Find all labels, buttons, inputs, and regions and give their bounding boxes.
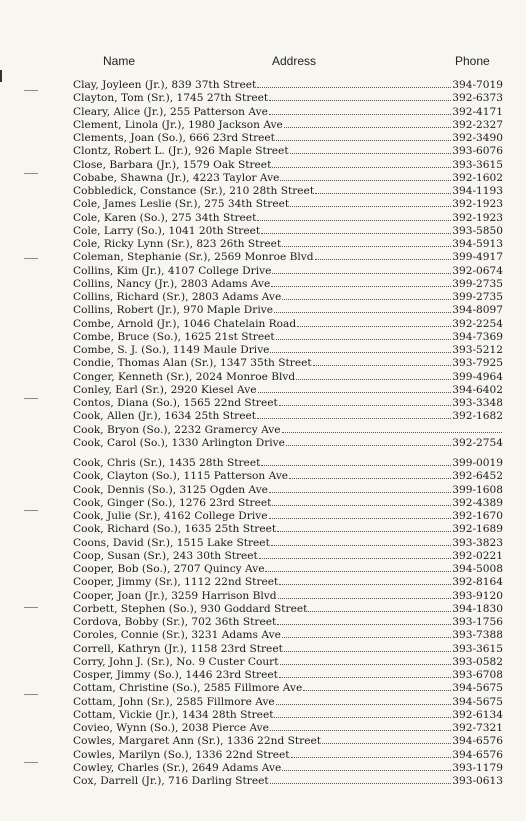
margin-mark <box>24 694 38 695</box>
leader-dots <box>270 774 452 784</box>
entry-name-address: Combe, Arnold (Jr.), 1046 Chatelain Road <box>73 317 297 330</box>
leader-dots <box>277 615 451 625</box>
leader-dots <box>274 708 451 718</box>
entry-name-address: Cook, Carol (So.), 1330 Arlington Drive <box>73 436 285 449</box>
margin-mark <box>24 510 38 511</box>
entry-name-address: Conley, Earl (Sr.), 2920 Kiesel Ave <box>73 383 257 396</box>
entry-name-address: Collins, Kim (Jr.), 4107 College Drive <box>73 264 272 277</box>
entry-name-address: Contos, Diana (So.), 1565 22nd Street <box>73 397 278 409</box>
list-item <box>73 589 503 602</box>
margin-mark <box>24 173 38 174</box>
entry-name-address: Cook, Richard (So.), 1635 25th Street <box>73 523 277 536</box>
page-edge-mark <box>0 70 2 82</box>
leader-dots <box>279 396 451 406</box>
entry-phone: 393-1756 <box>452 616 503 628</box>
entry-name-address: Cosper, Jimmy (So.), 1446 23rd Street <box>73 669 278 681</box>
leader-dots <box>308 602 451 612</box>
list-item <box>73 144 503 157</box>
entry-name-address: Conger, Kenneth (Sr.), 2024 Monroe Blvd <box>73 370 296 383</box>
entry-name-address: Close, Barbara (Jr.), 1579 Oak Street <box>73 158 272 171</box>
leader-dots <box>286 436 451 446</box>
leader-dots <box>272 264 451 274</box>
entry-phone: 392-1689 <box>452 523 503 536</box>
list-item <box>73 396 503 409</box>
entry-phone: 393-3348 <box>452 397 503 409</box>
entry-phone: 393-7925 <box>452 357 503 370</box>
entry-name-address: Cook, Dennis (So.), 3125 Ogden Ave <box>73 483 268 496</box>
entry-phone: 392-8164 <box>452 576 503 589</box>
entry-name-address: Cowles, Marilyn (So.), 1336 22nd Street <box>73 748 290 761</box>
list-item <box>73 761 503 774</box>
list-item <box>73 562 503 575</box>
entry-name-address: Cleary, Alice (Jr.), 255 Patterson Ave <box>73 105 268 118</box>
entry-phone: 392-4171 <box>452 105 503 118</box>
entry-name-address: Condie, Thomas Alan (Sr.), 1347 35th Street <box>73 357 312 370</box>
leader-dots <box>280 171 451 181</box>
header-name: Name <box>103 54 136 68</box>
entry-name-address: Cooper, Bob (So.), 2707 Quincy Ave <box>73 563 265 575</box>
entry-phone: 392-6134 <box>452 708 503 721</box>
entry-name-address: Cowles, Margaret Ann (Sr.), 1336 22nd Street <box>73 735 322 748</box>
entry-phone: 399-4917 <box>452 251 503 264</box>
list-item <box>73 602 503 615</box>
leader-dots <box>284 642 451 652</box>
leader-dots <box>303 681 451 691</box>
list-item <box>73 708 503 721</box>
column-header <box>0 54 526 70</box>
list-item <box>73 158 503 171</box>
margin-mark <box>24 762 38 763</box>
entry-phone: 392-0674 <box>452 264 503 277</box>
entry-name-address: Cook, Allen (Jr.), 1634 25th Street <box>73 410 257 423</box>
leader-dots <box>282 423 502 433</box>
leader-dots <box>269 483 451 493</box>
leader-dots <box>259 549 451 559</box>
list-item <box>73 277 503 290</box>
leader-dots <box>279 668 451 678</box>
list-item <box>73 575 503 588</box>
leader-dots <box>271 536 451 546</box>
entry-phone: 392-6452 <box>452 470 503 483</box>
leader-dots <box>276 695 452 705</box>
entry-phone: 394-5008 <box>452 563 503 575</box>
entry-name-address: Coleman, Stephanie (Sr.), 2569 Monroe Blvd <box>73 251 314 264</box>
list-item <box>73 184 503 197</box>
entry-phone: 399-1608 <box>452 483 503 496</box>
list-item <box>73 509 503 522</box>
leader-dots <box>258 383 452 393</box>
margin-mark <box>24 90 38 91</box>
list-item <box>73 303 503 316</box>
list-item <box>73 171 503 184</box>
leader-dots <box>270 343 451 353</box>
list-item <box>73 317 503 330</box>
entry-phone: 392-7321 <box>452 722 503 734</box>
leader-dots <box>257 211 451 221</box>
entry-phone: 399-4964 <box>452 370 503 383</box>
entry-phone: 392-1682 <box>452 410 503 423</box>
entry-name-address: Cowley, Charles (Sr.), 2649 Adams Ave <box>73 761 282 774</box>
leader-dots <box>269 91 451 101</box>
list-item <box>73 748 503 761</box>
leader-dots <box>272 496 451 506</box>
entry-phone: 393-5212 <box>452 344 503 356</box>
entry-name-address: Coop, Susan (Sr.), 243 30th Street <box>73 549 258 562</box>
leader-dots <box>270 721 451 731</box>
leader-dots <box>284 118 451 128</box>
leader-dots <box>291 748 452 758</box>
entry-name-address: Coroles, Connie (Sr.), 3231 Adams Ave <box>73 629 281 642</box>
entry-phone: 393-0582 <box>452 655 503 668</box>
entry-phone: 394-1193 <box>452 185 503 197</box>
entry-name-address: Combe, Bruce (So.), 1625 21st Street <box>73 330 275 343</box>
list-item <box>73 436 503 449</box>
entry-phone: 399-2735 <box>452 291 503 303</box>
leader-dots <box>322 734 451 744</box>
entry-phone: 392-2754 <box>452 436 503 449</box>
entry-phone: 392-1923 <box>452 198 503 211</box>
entry-phone: 394-6576 <box>452 748 503 761</box>
row-gap <box>73 449 503 456</box>
entry-name-address: Clayton, Tom (Sr.), 1745 27th Street <box>73 92 269 105</box>
entry-name-address: Cole, Larry (So.), 1041 20th Street <box>73 224 261 237</box>
list-item <box>73 681 503 694</box>
entry-phone: 393-3823 <box>452 536 503 549</box>
entry-name-address: Cox, Darrell (Jr.), 716 Darling Street <box>73 775 269 787</box>
leader-dots <box>265 562 451 572</box>
list-item <box>73 483 503 496</box>
leader-dots <box>296 370 451 380</box>
entry-name-address: Clontz, Robert L. (Jr.), 926 Maple Street <box>73 145 289 158</box>
entry-phone: 394-5913 <box>452 238 503 250</box>
leader-dots <box>282 761 451 771</box>
margin-mark <box>24 607 38 608</box>
entry-phone: 399-0019 <box>452 457 503 469</box>
entry-phone: 393-0613 <box>452 775 503 787</box>
leader-dots <box>280 655 452 665</box>
list-item <box>73 197 503 210</box>
list-item <box>73 118 503 131</box>
entry-name-address: Cottam, Christine (So.), 2585 Fillmore Ave <box>73 682 303 695</box>
leader-dots <box>290 197 451 207</box>
entry-phone: 392-1602 <box>452 171 503 184</box>
leader-dots <box>290 144 452 154</box>
entry-phone: 394-8097 <box>452 304 503 317</box>
entry-phone: 392-0221 <box>452 549 503 562</box>
list-item <box>73 264 503 277</box>
entry-name-address: Cooper, Jimmy (Sr.), 1112 22nd Street <box>73 576 279 589</box>
list-item <box>73 330 503 343</box>
list-item <box>73 668 503 681</box>
entry-phone: 392-1670 <box>452 510 503 522</box>
entry-phone: 394-6402 <box>452 383 503 396</box>
entry-name-address: Collins, Nancy (Jr.), 2803 Adams Ave <box>73 277 271 290</box>
list-item <box>73 356 503 369</box>
list-item <box>73 456 503 469</box>
header-phone: Phone <box>455 54 490 68</box>
list-item <box>73 409 503 422</box>
list-item <box>73 370 503 383</box>
entry-name-address: Cook, Chris (Sr.), 1435 28th Street <box>73 457 261 469</box>
leader-dots <box>276 330 452 340</box>
entry-name-address: Cook, Ginger (So.), 1276 23rd Street <box>73 496 272 509</box>
entry-name-address: Cottam, John (Sr.), 2585 Fillmore Ave <box>73 695 275 708</box>
entry-phone: 393-6076 <box>452 145 503 158</box>
entry-name-address: Cole, Ricky Lynn (Sr.), 823 26th Street <box>73 238 282 250</box>
entry-phone: 392-1923 <box>452 211 503 224</box>
leader-dots <box>282 237 451 247</box>
list-item <box>73 343 503 356</box>
leader-dots <box>282 290 451 300</box>
list-item <box>73 237 503 250</box>
list-item <box>73 211 503 224</box>
list-item <box>73 549 503 562</box>
leader-dots <box>257 409 451 419</box>
list-item <box>73 78 503 91</box>
list-item <box>73 91 503 104</box>
entry-phone: 399-2735 <box>452 277 503 290</box>
entry-name-address: Cole, Karen (So.), 275 34th Street <box>73 211 257 224</box>
entry-name-address: Correll, Kathryn (Jr.), 1158 23rd Street <box>73 642 283 655</box>
entry-name-address: Cook, Clayton (So.), 1115 Patterson Ave <box>73 470 289 483</box>
entry-name-address: Cook, Bryon (So.), 2232 Gramercy Ave <box>73 423 281 436</box>
list-item <box>73 721 503 734</box>
entry-name-address: Corbett, Stephen (So.), 930 Goddard Street <box>73 602 308 615</box>
list-item <box>73 131 503 144</box>
leader-dots <box>269 509 452 519</box>
entry-name-address: Cordova, Bobby (Sr.), 702 36th Street <box>73 616 277 628</box>
entry-name-address: Clements, Joan (So.), 666 23rd Street <box>73 132 275 144</box>
entry-phone: 392-4389 <box>452 496 503 509</box>
entry-phone: 392-3490 <box>452 132 503 144</box>
leader-dots <box>315 184 451 194</box>
entry-name-address: Cole, James Leslie (Sr.), 275 34th Street <box>73 198 290 211</box>
entry-phone: 394-6576 <box>452 735 503 748</box>
entry-name-address: Corry, John J. (Sr.), No. 9 Custer Court <box>73 655 279 668</box>
directory-list <box>73 78 503 787</box>
entry-name-address: Collins, Robert (Jr.), 970 Maple Drive <box>73 304 274 317</box>
leader-dots <box>276 131 451 141</box>
list-item <box>73 469 503 482</box>
entry-phone: 393-6708 <box>452 669 503 681</box>
list-item <box>73 496 503 509</box>
list-item <box>73 423 503 436</box>
entry-phone: 394-5675 <box>452 682 503 695</box>
entry-phone: 393-3615 <box>452 158 503 171</box>
entry-name-address: Clay, Joyleen (Jr.), 839 37th Street <box>73 79 257 91</box>
entry-name-address: Cobabe, Shawna (Jr.), 4223 Taylor Ave <box>73 171 280 184</box>
margin-mark <box>24 398 38 399</box>
leader-dots <box>261 456 451 466</box>
leader-dots <box>289 469 451 479</box>
entry-phone: 393-1179 <box>452 761 503 774</box>
entry-phone: 394-7369 <box>452 330 503 343</box>
entry-phone: 392-2254 <box>452 317 503 330</box>
list-item <box>73 250 503 263</box>
leader-dots <box>297 317 451 327</box>
entry-phone: 394-5675 <box>452 695 503 708</box>
list-item <box>73 522 503 535</box>
margin-mark <box>24 258 38 259</box>
leader-dots <box>269 105 451 115</box>
header-address: Address <box>272 54 317 68</box>
list-item <box>73 383 503 396</box>
list-item <box>73 224 503 237</box>
entry-name-address: Cooper, Joan (Jr.), 3259 Harrison Blvd <box>73 589 277 602</box>
entry-name-address: Combe, S. J. (So.), 1149 Maule Drive <box>73 344 270 356</box>
list-item <box>73 695 503 708</box>
leader-dots <box>279 575 451 585</box>
list-item <box>73 734 503 747</box>
leader-dots <box>274 303 451 313</box>
entry-phone: 393-5850 <box>452 224 503 237</box>
leader-dots <box>315 250 452 260</box>
entry-name-address: Cottam, Vickie (Jr.), 1434 28th Street <box>73 708 274 721</box>
entry-phone: 393-9120 <box>452 589 503 602</box>
leader-dots <box>282 628 451 638</box>
leader-dots <box>277 522 451 532</box>
entry-phone: 394-7019 <box>452 79 503 91</box>
list-item <box>73 290 503 303</box>
list-item <box>73 774 503 787</box>
leader-dots <box>313 356 452 366</box>
entry-phone: 393-7388 <box>452 629 503 642</box>
entry-name-address: Covieo, Wynn (So.), 2038 Pierce Ave <box>73 722 269 734</box>
list-item <box>73 628 503 641</box>
entry-name-address: Clement, Linola (Jr.), 1980 Jackson Ave <box>73 118 283 131</box>
list-item <box>73 655 503 668</box>
entry-phone: 392-2327 <box>452 118 503 131</box>
entry-name-address: Coons, David (Sr.), 1515 Lake Street <box>73 536 270 549</box>
leader-dots <box>278 589 452 599</box>
entry-phone: 393-3615 <box>452 642 503 655</box>
list-item <box>73 105 503 118</box>
leader-dots <box>257 78 451 88</box>
entry-name-address: Collins, Richard (Sr.), 2803 Adams Ave <box>73 291 282 303</box>
entry-name-address: Cobbledick, Constance (Sr.), 210 28th Street <box>73 185 315 197</box>
leader-dots <box>272 158 451 168</box>
leader-dots <box>261 224 451 234</box>
list-item <box>73 642 503 655</box>
entry-phone: 392-6373 <box>452 92 503 105</box>
list-item <box>73 615 503 628</box>
entry-name-address: Cook, Julie (Sr.), 4162 College Drive <box>73 510 268 522</box>
leader-dots <box>271 277 451 287</box>
list-item <box>73 536 503 549</box>
entry-phone: 394-1830 <box>452 602 503 615</box>
